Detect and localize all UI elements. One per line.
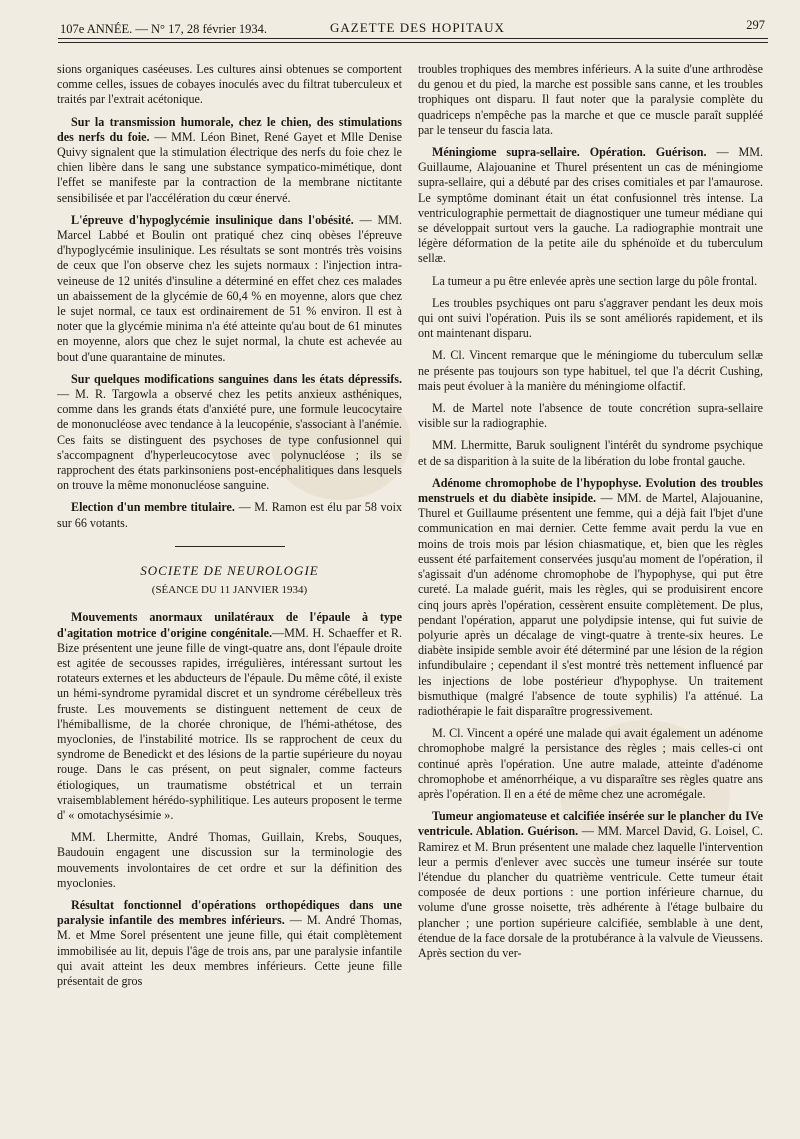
paragraph: MM. Lhermitte, André Thomas, Guillain, Krebs, Souques, Baudouin engagent une discussion sur la terminologie des mouvements involontaires de cet ordre et sur la définition des myoclonies. — [57, 830, 402, 890]
paragraph: Sur la transmission humorale, chez le chien, des stimulations des nerfs du foie. — MM. Léon Binet, René Gayet et Mlle Denise Quivy signalent que la stimulation électrique des nerfs du foie chez le chien libère dans le sang une substance sympatico-mimétique, dont l'effet se manifeste par la contraction de la membrane nictitante sensibilisée et par l'accélération du cœur énervé. — [57, 114, 402, 205]
paragraph: Les troubles psychiques ont paru s'aggraver pendant les deux mois qui ont suivi l'opération. Puis ils se sont améliorés rapidement, et ils ont maintenant disparu. — [418, 295, 763, 341]
page-number: 297 — [746, 18, 765, 32]
paragraph: Election d'un membre titulaire. — M. Ramon est élu par 58 voix sur 66 votants. — [57, 500, 402, 530]
article-title: Adénome chromophobe de l'hypophyse. Evolution des troubles menstruels et du diabète insipide. — [418, 475, 763, 506]
paragraph: Résultat fonctionnel d'opérations orthopédiques dans une paralysie infantile des membres inférieurs. — M. André Thomas, M. et Mme Sorel présentent une jeune fille, qui était complètement immobilisée au lit, depuis l'âge de trois ans, par une paralysie infantile qui avait atteint les deux membres inférieurs. Cette jeune fille présentait de gros — [57, 897, 402, 988]
page-header — [60, 16, 765, 38]
society-heading: SOCIETE DE NEUROLOGIE — [140, 562, 319, 578]
paragraph: Adénome chromophobe de l'hypophyse. Evolution des troubles menstruels et du diabète insipide. — MM. de Martel, Alajouanine, Thurel et Guillaume présentent une femme, qui a déjà fait l'bjet d'une communication en mai dernier. Cette femme avait perdu la vue en moins de trois mois par lésion chiasmatique, et, bien que les règles eussent été parfaitement conservées jusqu'au moment de l'opération, il s'agissait d'un adénome chromophobe de l'hypophyse, qui put être cureté. La malade guérit, mais les règles, qui se produisirent encore cinq jours après l'opération, cessèrent ensuite complètement. De plus, pendant l'opération, apparut une polydipsie intense, qui fut suivie de polyurie après un décalage de vingt-quatre à trente-six heures. Le diabète insipide semble avoir été déterminé par une lésion de la région infundibulaire ; cependant il s'est montré très nettement influencé par les injections de lobe postérieur d'hypophyse. Un traitement bismuthique (malgré l'absence de toute syphilis) l'a atténué. La radiothérapie le fait disparaître progressivement. — [418, 475, 763, 718]
paragraph: Tumeur angiomateuse et calcifiée insérée sur le plancher du IVe ventricule. Ablation. Guérison. — MM. Marcel David, G. Loisel, C. Ramirez et M. Brun présentent une malade chez laquelle l'intervention leur a permis d'enlever avec succès une tumeur insérée sur toute l'étendue du plancher du quatrième ventricule. Cette tumeur était composée de deux portions : une portion inférieure charnue, du volume d'une grosse noisette, très adhérente à l'étage bulbaire du plancher ; une portion supérieure calcifiée, semblable à une dent, étendue de la face dorsale de la protubérance à la valvule de Vieussens. Après section du ver- — [418, 809, 763, 960]
paragraph: MM. Lhermitte, Baruk soulignent l'intérêt du syndrome psychique et de sa disparition à la suite de la libération du lobe frontal gauche. — [418, 438, 763, 468]
paragraph: M. de Martel note l'absence de toute concrétion supra-sellaire visible sur la radiographie. — [418, 401, 763, 431]
header-rule — [58, 38, 768, 39]
article-title: Sur la transmission humorale, chez le chien, des stimulations des nerfs du foie. — [57, 114, 402, 144]
paragraph: Méningiome supra-sellaire. Opération. Guérison. — MM. Guillaume, Alajouanine et Thurel présentent un cas de méningiome supra-sellaire, qui a débuté par des crises comitiales et par l'amaurose. Le symptôme dominant était un état confusionnel très intense. La ventriculographie permettait de diagnostiquer une tumeur médiane qui se développait surtout vers la gauche. La radiographie montrait une légère déformation de la petite aile du sphénoïde et du tuberculum sellæ. — [418, 145, 764, 266]
paragraph: La tumeur a pu être enlevée après une section large du pôle frontal. — [432, 273, 758, 288]
issue-line: 107e ANNÉE. — N° 17, 28 février 1934. — [60, 22, 268, 36]
article-title: Election d'un membre titulaire. — [71, 500, 235, 515]
left-column — [57, 62, 402, 996]
article-title: Résultat fonctionnel d'opérations orthopédiques dans une paralysie infantile des membres inférieurs. — [57, 897, 402, 928]
paragraph: Sur quelques modifications sanguines dans les états dépressifs. — M. R. Targowla a observé chez les petits anxieux asthéniques, comme dans les grands états d'anxiété pure, une formule leucocytaire de mononucléose avec tendance à la leucopénie, s'associant à l'anémie. Ces faits se distinguent des psychoses de type confusionnel qui s'accompagnent d'hyperleucocytose avec polynucléose ; ils se rapprochent des états parkinsoniens post-encéphalitiques dans lesquels on trouve la même mononucléose sanguine. — [57, 371, 402, 493]
section-divider — [175, 546, 285, 547]
right-column — [418, 62, 763, 968]
article-title: L'épreuve d'hypoglycémie insulinique dans l'obésité. — [71, 212, 354, 227]
article-title: Méningiome supra-sellaire. Opération. Guérison. — [432, 145, 707, 160]
session-date: (SÉANCE DU 11 JANVIER 1934) — [151, 584, 308, 597]
paragraph: troubles trophiques des membres inférieurs. A la suite d'une arthrodèse du genou et du pied, la marche est possible sans canne, et les troubles trophiques ont disparu. Il faut noter que la paralysie complète du quadriceps n'empêche pas la marche et que ce muscle paraît suppléé par le tenseur du fascia lata. — [418, 62, 763, 137]
paragraph: Mouvements anormaux unilatéraux de l'épaule à type d'agitation motrice d'origine congénitale.—MM. H. Schaeffer et R. Bize présentent une jeune fille de vingt-quatre ans, dont l'épaule droite est agitée de secousses rapides, irrégulières, intéressant surtout les rotateurs externes et les abducteurs de l'épaule. Du même côté, il existe un hémi-syndrome pyramidal discret et un syndrome cérébelleux très fruste. Les mouvements se distinguent nettement de ceux de l'hémiballisme, de la chorée chronique, de l'hémi-athétose, des myoclonies, de l'instabilité motrice. Ils se rapprochent de ceux du syndrome de Benedickt et des lésions de la partie supérieure du noyau rouge. Dans le cas présent, on peut signaler, comme facteurs étiologiques, un traumatisme obstétrical et un terrain vraisemblablement hérédo-syphilitique. Les auteurs proposent le terme d' « omotachysésimie ». — [57, 610, 402, 822]
paragraph: M. Cl. Vincent remarque que le méningiome du tuberculum sellæ ne présente pas toujours son type habituel, tel que l'a décrit Cushing, mais peut évoluer à la manière du méningiome olfactif. — [418, 348, 763, 393]
paragraph: sions organiques caséeuses. Les cultures ainsi obtenues se comportent comme celles, issues de cobayes inoculés avec du filtrat tuberculeux et traités par l'extrait acétonique. — [57, 62, 402, 107]
article-title: Tumeur angiomateuse et calcifiée insérée sur le plancher du IVe ventricule. Ablation. Guérison. — [418, 809, 763, 839]
journal-title: GAZETTE DES HOPITAUX — [330, 20, 505, 35]
article-title: Sur quelques modifications sanguines dans les états dépressifs. — [71, 371, 402, 386]
article-title: Mouvements anormaux unilatéraux de l'épaule à type d'agitation motrice d'origine congénitale. — [57, 610, 402, 640]
header-rule — [58, 42, 768, 43]
paragraph: M. Cl. Vincent a opéré une malade qui avait également un adénome chromophobe malgré la persistance des règles ; mais celles-ci ont continué après l'opération. Une autre malade, atteinte d'adénome chromophobe et aménorrhéique, a vu disparaître ses règles quatre ans après l'opération. Il en a été de même chez une acromégale. — [418, 726, 763, 801]
paragraph: L'épreuve d'hypoglycémie insulinique dans l'obésité. — MM. Marcel Labbé et Boulin ont pratiqué chez cinq obèses l'épreuve d'hypoglycémie insulinique. Les résultats se sont montrés très voisins de ceux que l'on observe chez les sujets normaux : l'injection intra-veineuse de 12 unités d'insuline a déterminé en effet chez ces malades un abaissement de la glycémie de 60,4 % en moyenne, alors que chez le sujet normal, ce taux est ordinairement de 51 % environ. Il est à noter que la glycémie minima n'a été atteinte qu'au bout de 61 minutes en moyenne, alors que chez le sujet normal, la chute est achevée au bout d'une quarantaine de minutes. — [57, 212, 402, 364]
